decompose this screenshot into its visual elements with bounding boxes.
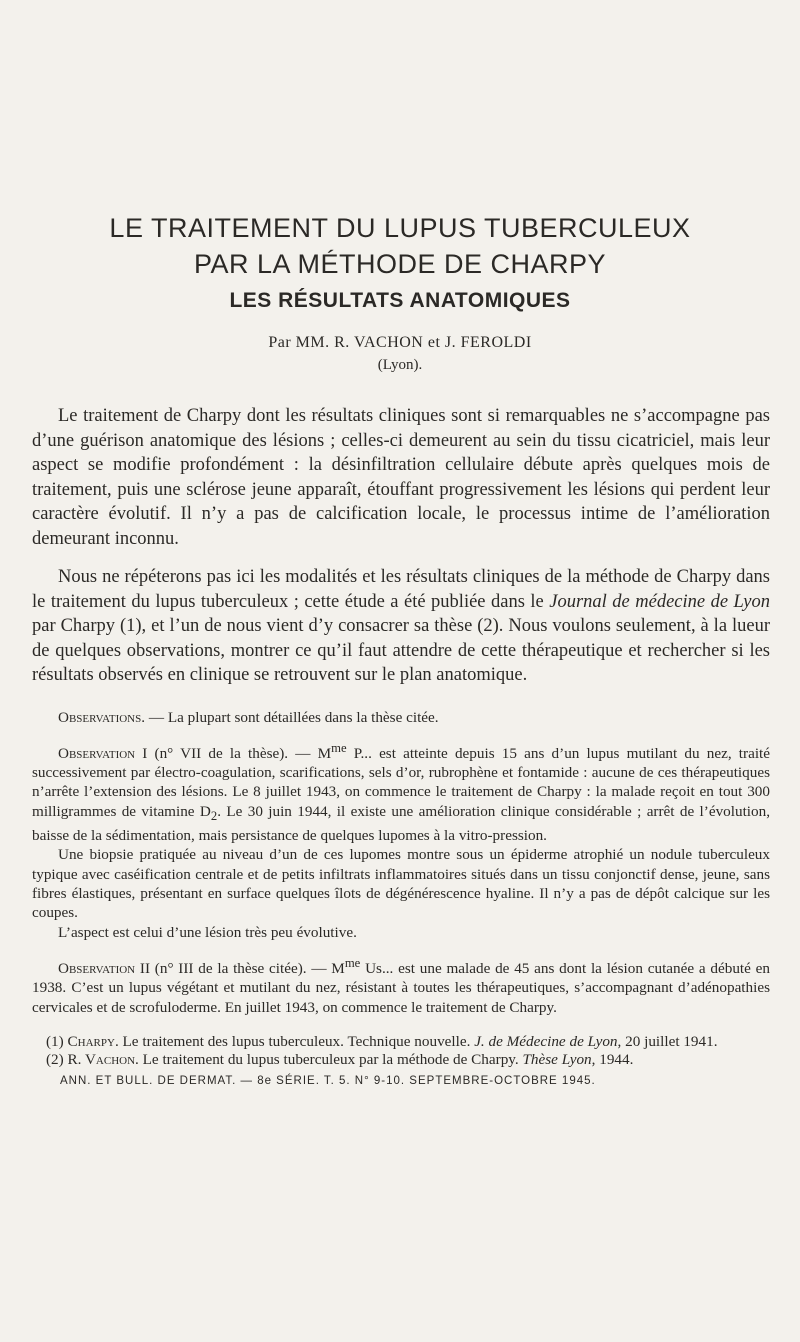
observation-1-number: I (n° VII de la thèse). — M — [135, 744, 332, 762]
observation-2-sup: me — [344, 955, 361, 970]
observation-1 — [32, 739, 770, 846]
observation-1-text: P... est atteinte depuis 15 ans d’un lupus mutilant du nez, traité successivement par électro-coagulation, scarifications, sels d’or, rubrophène et fontamide : aucune de ces thérapeutiques n’arrête l’extension des lésions. Le 8 juillet 1943, on commence le traitement de Charpy : la malade reçoit en tout 300 milligrammes de vitamine D — [32, 744, 771, 820]
intro-paragraph-2 — [32, 565, 770, 688]
observations-label: Observations. — [58, 708, 146, 726]
journal-reference: Journal de médecine de Lyon — [549, 591, 770, 612]
title-block — [0, 210, 800, 376]
observations-heading — [32, 708, 770, 727]
subtitle: LES RÉSULTATS ANATOMIQUES — [229, 289, 571, 312]
observation-2-text: Us... est une malade de 45 ans dont la lésion cutanée a débuté en 1938. C’est un lupus végétant et mutilant du nez, résistant à toutes les thérapeutiques, s’accompagnant d’adénopathies cervicales et de scrofuloderme. En juillet 1943, on commence le traitement de Charpy. — [32, 959, 770, 1016]
footnote-2-text: . Le traitement du lupus tuberculeux par la méthode de Charpy. — [135, 1050, 523, 1068]
intro-paragraph-1: Le traitement de Charpy dont les résultats cliniques sont si remarquables ne s’accompagne pas d’une guérison anatomique des lésions ; celles-ci demeurent au sein du tissu cicatriciel, mais leur aspect se modifie profondément : la désinfiltration cellulaire débute après quelques mois de traitement, puis une sclérose jeune apparaît, étouffant progressivement les lésions qui perdent leur caractère évolutif. Il n’y a pas de calcification locale, le processus intime de l’amélioration demeurant inconnu. — [32, 406, 770, 549]
authors: Par MM. R. VACHON et J. FEROLDI — [268, 334, 532, 351]
observation-1-text-2: . Le 30 juin 1944, il existe une amélioration clinique considérable ; arrêt de l’évolution, baisse de la sédimentation, mais persistance de quelques lupomes à la vitro-pression. — [32, 802, 770, 845]
footnote-1-author: Charpy — [67, 1032, 115, 1050]
intro-p2-text-a: Nous ne répéterons pas ici les modalités et les résultats cliniques de la méthode de Charpy dans le traitement du lupus tuberculeux ; cette étude a été publiée dans le — [32, 567, 770, 612]
observations-heading-text: — La plupart sont détaillées dans la thèse citée. — [145, 708, 439, 726]
footnote-1-number: (1) — [46, 1032, 68, 1050]
footnote-2 — [32, 1051, 770, 1069]
author-city: (Lyon). — [377, 357, 423, 373]
article-body — [32, 404, 770, 1087]
footnote-1-text: . Le traitement des lupus tuberculeux. Technique nouvelle. — [114, 1032, 475, 1050]
footnote-2-number: (2) — [46, 1050, 68, 1068]
observation-2-number: II (n° III de la thèse citée). — M — [135, 959, 345, 977]
footnote-1-date: , 20 juillet 1941. — [617, 1032, 718, 1050]
observation-2 — [32, 954, 770, 1017]
intro-p2-text-b: par Charpy (1), et l’un de nous vient d’y consacrer sa thèse (2). Nous voulons seulement, à la lueur de quelques observations, montrer ce qu’il faut attendre de cette thérapeutique et rechercher si les résultats observés en clinique se retrouvent sur le plan anatomique. — [32, 616, 770, 685]
observation-2-label: Observation — [58, 959, 136, 977]
title-line-2: PAR LA MÉTHODE DE CHARPY — [193, 249, 607, 279]
journal-citation-line: ANN. ET BULL. DE DERMAT. — 8e SÉRIE. T. 5. N° 9-10. SEPTEMBRE-OCTOBRE 1945. — [60, 1074, 596, 1087]
footnote-2-these: Thèse Lyon — [522, 1050, 592, 1068]
footnote-1 — [32, 1033, 770, 1051]
footnote-1-journal: J. de Médecine de Lyon — [474, 1032, 618, 1050]
title-line-1: LE TRAITEMENT DU LUPUS TUBERCULEUX — [109, 213, 691, 243]
footnote-2-date: , 1944. — [591, 1050, 634, 1068]
observation-1-label: Observation — [58, 744, 136, 762]
observation-1-sup: me — [331, 740, 347, 755]
observation-1-conclusion: L’aspect est celui d’une lésion très peu évolutive. — [58, 923, 357, 941]
observation-1-sub: 2 — [210, 808, 218, 823]
observation-1-biopsy: Une biopsie pratiquée au niveau d’un de ces lupomes montre sous un épiderme atrophié un nodule tuberculeux typique avec caséification centrale et de petits infiltrats inflammatoires situés dans un tissu conjonctif dense, jeune, sans fibres élastiques, présentant en surface quelques îlots de dégénérescence hyaline. Il n’y a pas de dépôt calcique sur les coupes. — [32, 846, 770, 922]
footnote-2-author: R. Vachon — [67, 1050, 136, 1068]
